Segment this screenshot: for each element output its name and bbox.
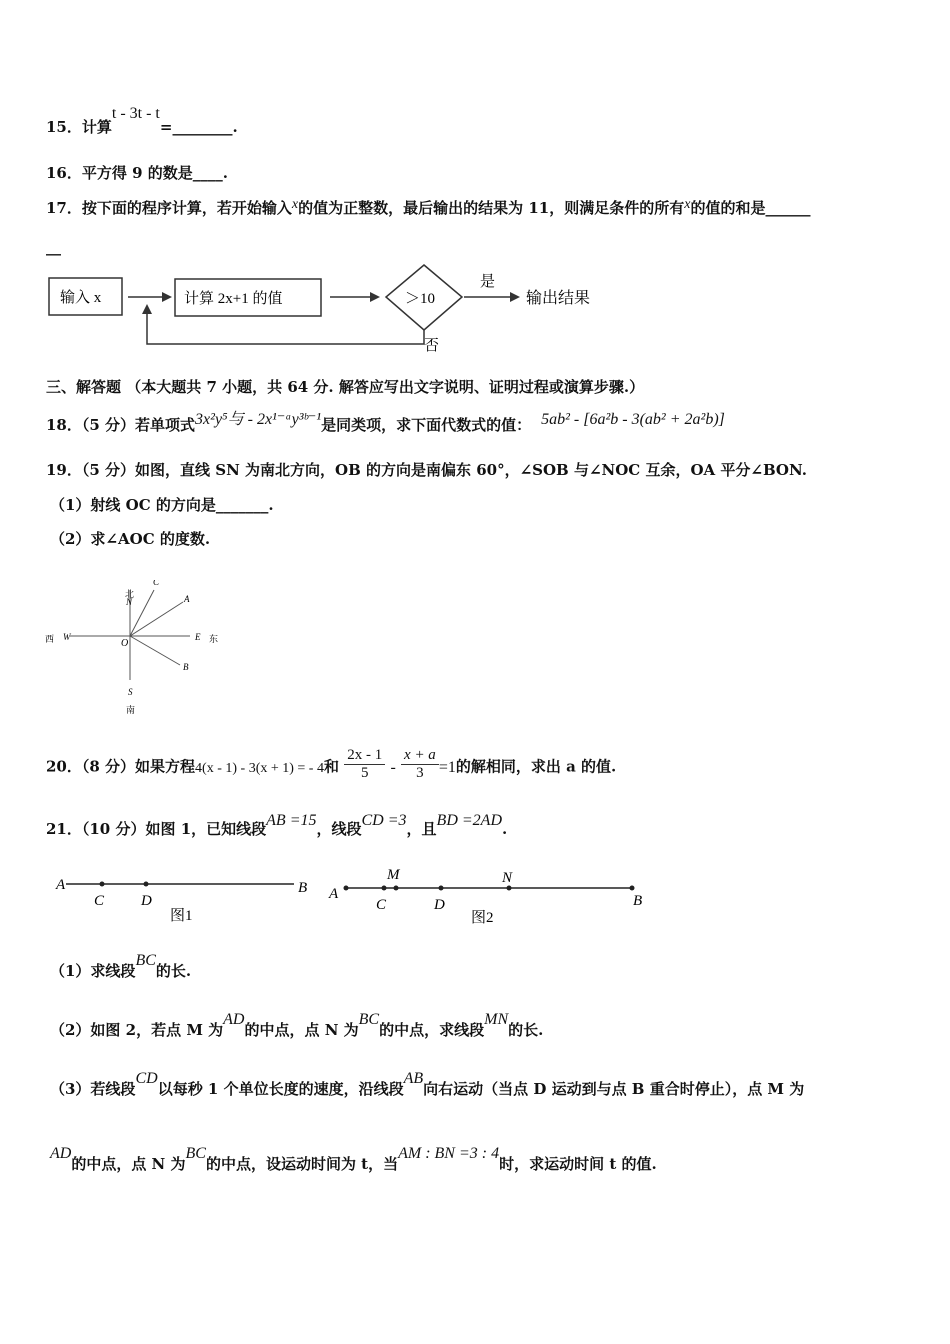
q21-p3-text-3: 向右运动（当点 D 运动到与点 B 重合时停止），点 M 为	[423, 1080, 805, 1098]
q20-frac1-den: 5	[344, 764, 385, 782]
q20-fraction-2	[401, 747, 439, 782]
fig2-label-b: B	[633, 893, 643, 909]
q21-part-3	[50, 1070, 805, 1099]
question-17	[46, 197, 810, 218]
q21-p3-text-2: 以每秒 1 个单位长度的速度，沿线段	[157, 1080, 404, 1098]
fig2-point-a	[344, 886, 349, 891]
fig2-point-n	[507, 886, 512, 891]
q21-p3-ad: AD	[50, 1145, 72, 1162]
q15-label: 15．计算	[46, 118, 112, 136]
compass-figure	[40, 580, 240, 720]
q19-part-1: （1）射线 OC 的方向是_______.	[50, 496, 274, 514]
segment-figures	[50, 862, 660, 932]
fig2-point-d	[439, 886, 444, 891]
q21-p3-text-6: 时，求运动时间 t 的值.	[499, 1155, 657, 1173]
q17-text-2: 的值为正整数，最后输出的结果为 11，则满足条件的所有	[298, 199, 685, 217]
q21-p3-bc: BC	[185, 1145, 206, 1162]
q20-frac2-den: 3	[401, 764, 439, 782]
q17-continuation: __	[46, 238, 61, 256]
question-21	[46, 812, 508, 839]
fig1-label-a: A	[56, 877, 66, 893]
q20-minus: -	[390, 758, 396, 776]
question-19: 19．（5 分）如图，直线 SN 为南北方向，OB 的方向是南偏东 60°，∠SOB 与∠NOC 互余，OA 平分∠BON.	[46, 461, 807, 479]
q21-text-2: ，线段	[316, 820, 362, 838]
q21-part-3-cont	[50, 1145, 657, 1174]
fig2-point-c	[382, 886, 387, 891]
fig1-point-d	[144, 882, 149, 887]
q20-text-1: 20．（8 分）如果方程	[46, 757, 196, 776]
fig2-point-m	[394, 886, 399, 891]
label-B: B	[183, 662, 189, 672]
fig1-label-c: C	[94, 893, 105, 909]
flow-loop-back	[147, 310, 424, 344]
fig1-point-c	[100, 882, 105, 887]
q21-p2-text-3: 的中点，求线段	[379, 1021, 485, 1039]
section-3-title: 三、解答题 （本大题共 7 小题，共 64 分. 解答应写出文字说明、证明过程或演算步骤.）	[46, 378, 645, 396]
q15-expression: t - 3t - t	[111, 105, 160, 122]
q20-equation-1: 4(x - 1) - 3(x + 1) = - 4	[195, 760, 324, 776]
fig2-label-a: A	[329, 886, 339, 902]
flow-decision-label: ＞10	[405, 291, 436, 307]
label-east: 东	[209, 634, 219, 644]
fig2-label-m: M	[387, 867, 400, 883]
q16-text: 16．平方得 9 的数是____.	[46, 164, 228, 182]
flow-yes-label: 是	[480, 274, 496, 290]
label-north: 北	[125, 589, 135, 599]
q21-p3-ratio: AM : BN =3 : 4	[398, 1145, 500, 1162]
flow-arrowhead-loop	[142, 304, 152, 314]
fig2-label-n: N	[502, 870, 513, 886]
question-15	[46, 105, 238, 137]
fig2-label-d: D	[434, 897, 445, 913]
q19-part-2: （2）求∠AOC 的度数.	[50, 530, 211, 548]
flow-arrowhead-yes	[510, 292, 520, 302]
fig1-label-d: D	[141, 893, 152, 909]
q20-text-2: 的解相同，求出 a 的值.	[455, 757, 617, 776]
fig2-label-c: C	[376, 897, 387, 913]
q21-p3-text-1: （3）若线段	[50, 1080, 136, 1098]
ray-oa	[130, 602, 183, 636]
program-flowchart	[40, 258, 640, 358]
q21-p3-text-5: 的中点，设运动时间为 t，当	[205, 1155, 399, 1173]
label-south: 南	[126, 705, 136, 715]
q21-p2-text-2: 的中点，点 N 为	[244, 1021, 359, 1039]
q15-blank: =________.	[159, 118, 238, 136]
ray-ob	[130, 636, 180, 665]
fig2-point-b	[630, 886, 635, 891]
q21-p3-ab: AB	[403, 1070, 424, 1087]
fig1-caption: 图1	[170, 908, 193, 924]
q21-part-2	[50, 1011, 544, 1040]
q20-frac2-num: x + a	[404, 747, 436, 763]
q17-var-x: x	[291, 197, 299, 212]
flow-arrowhead-2	[370, 292, 380, 302]
q21-ab: AB =15	[266, 812, 317, 829]
q17-text-3: 的值的和是______	[690, 199, 811, 217]
q21-bd: BD =2AD	[436, 812, 502, 829]
q21-part-1	[50, 952, 192, 981]
q21-cd: CD =3	[361, 812, 407, 829]
q21-p1-bc: BC	[135, 952, 156, 969]
q21-p2-bc: BC	[358, 1011, 380, 1028]
label-W: W	[63, 632, 71, 642]
q18-text-1: 18．（5 分）若单项式	[46, 416, 196, 434]
q20-fraction-1	[344, 747, 385, 782]
question-18	[46, 412, 725, 435]
flow-input-label: 输入 x	[60, 290, 102, 306]
q21-p3-text-4: 的中点，点 N 为	[71, 1155, 186, 1173]
label-A: A	[184, 594, 190, 604]
q21-p1-text-1: （1）求线段	[50, 962, 136, 980]
q21-p2-text-4: 的长.	[508, 1021, 544, 1039]
label-O: O	[121, 638, 129, 649]
label-E: E	[195, 632, 201, 642]
q18-monomials: 3x²y⁵与 - 2x¹⁻ᵃy³ᵇ⁻¹	[195, 411, 322, 428]
label-C: C	[153, 580, 160, 587]
label-S: S	[128, 687, 133, 697]
q21-p2-mn: MN	[484, 1011, 509, 1028]
q20-equals-one: =1	[438, 758, 456, 776]
flow-output-label: 输出结果	[526, 290, 591, 307]
q20-and: 和	[323, 757, 339, 776]
label-N: N	[126, 597, 133, 607]
q21-p3-cd: CD	[135, 1070, 158, 1087]
q18-expression: 5ab² - [6a²b - 3(ab² + 2a²b)]	[541, 411, 725, 428]
q17-var-x2: x	[684, 197, 691, 212]
flow-no-label: 否	[424, 338, 440, 354]
q21-p2-ad: AD	[223, 1011, 245, 1028]
fig1-label-b: B	[298, 880, 308, 896]
q21-p2-text-1: （2）如图 2，若点 M 为	[50, 1021, 224, 1039]
question-20	[46, 747, 617, 785]
question-16	[46, 162, 228, 183]
fig2-caption: 图2	[471, 910, 494, 926]
flow-compute-label: 计算 2x+1 的值	[184, 291, 283, 307]
q21-text-1: 21．（10 分）如图 1，已知线段	[46, 820, 267, 838]
q21-text-4: .	[502, 820, 508, 838]
q20-frac1-num: 2x - 1	[347, 747, 383, 763]
flow-arrowhead-1	[162, 292, 172, 302]
q21-text-3: ，且	[406, 820, 437, 838]
q17-text-1: 17．按下面的程序计算，若开始输入	[46, 199, 292, 217]
q21-p1-text-2: 的长.	[155, 962, 192, 980]
q18-text-2: 是同类项，求下面代数式的值：	[321, 416, 532, 434]
label-west: 西	[45, 634, 55, 644]
